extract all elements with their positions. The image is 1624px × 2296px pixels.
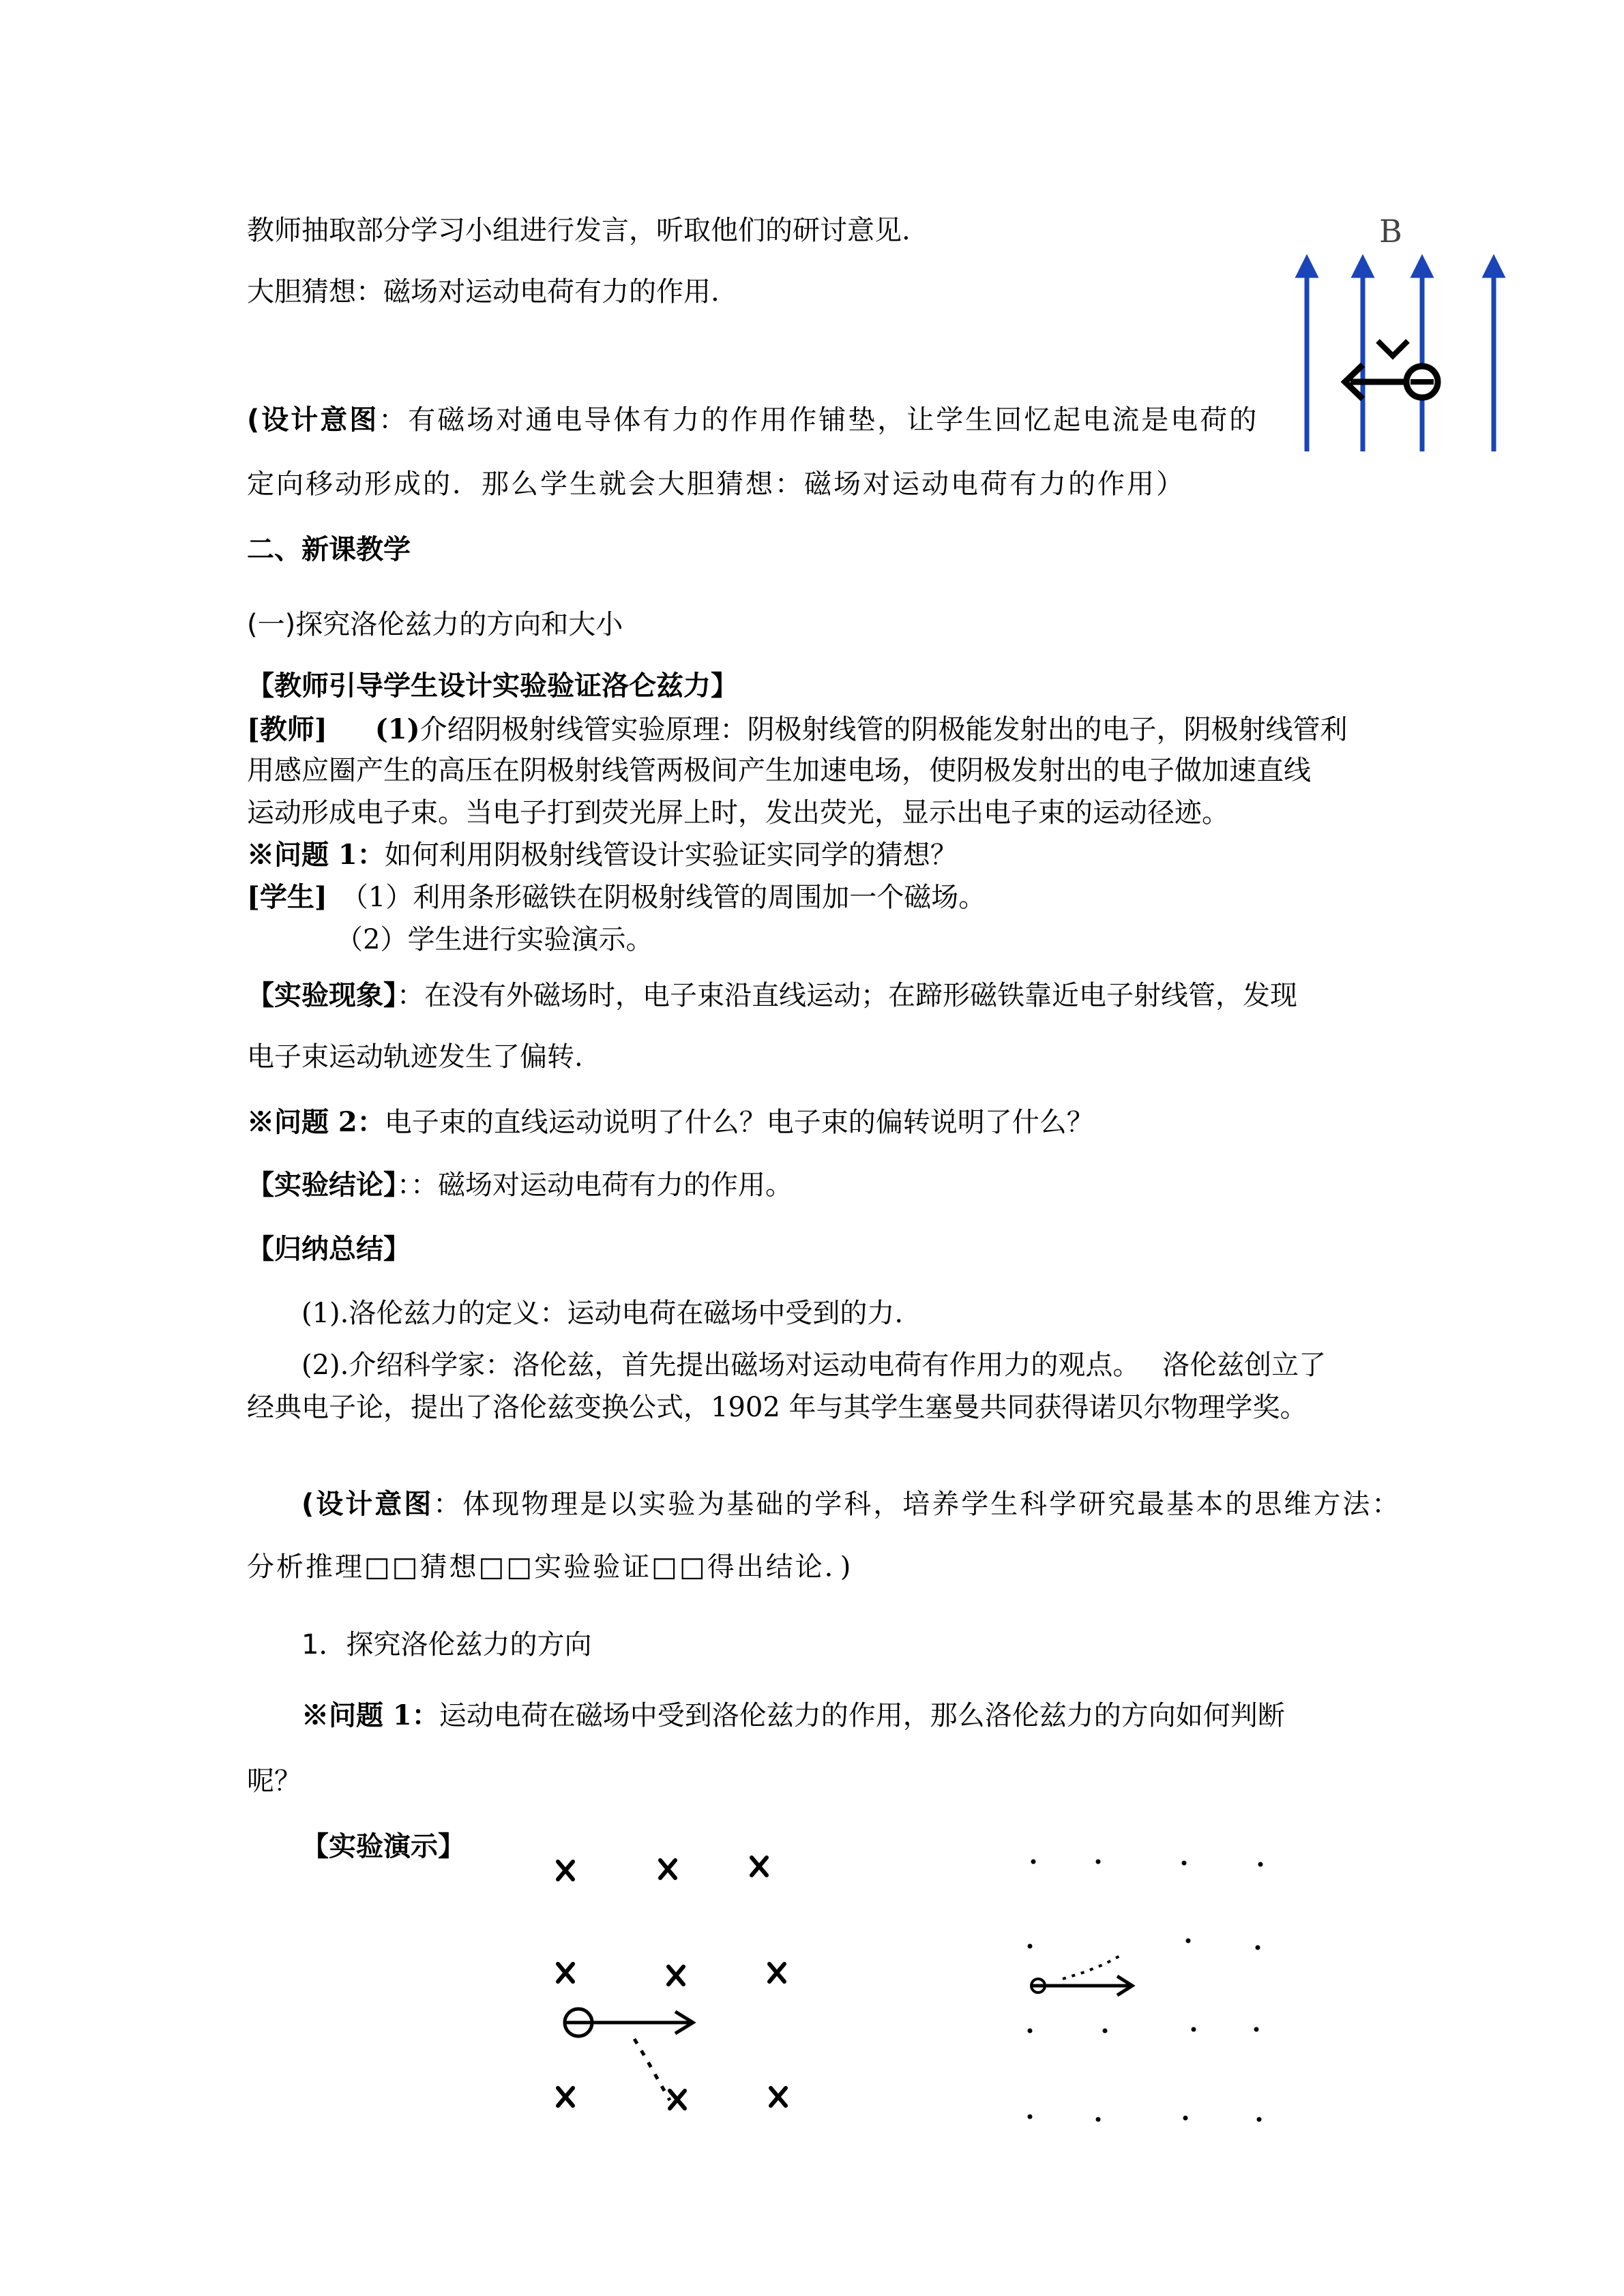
dot-mark bbox=[1031, 1860, 1036, 1864]
dot-mark bbox=[1192, 2027, 1196, 2032]
dot-mark bbox=[1182, 1861, 1187, 1866]
question-1-line bbox=[247, 841, 958, 869]
intro-line-1: 教师抽取部分学习小组进行发言，听取他们的研讨意见. bbox=[247, 215, 911, 246]
dot-mark bbox=[1256, 1945, 1260, 1950]
design-intent-label: (设计意图 bbox=[247, 404, 379, 436]
cross-mark bbox=[558, 1862, 573, 1879]
phenomenon-line-2: 电子束运动轨迹发生了偏转. bbox=[247, 1041, 583, 1073]
summary-item-2-line-1: (2).介绍科学家：洛伦兹，首先提出磁场对运动电荷有作用力的观点。 洛伦兹创立了 bbox=[301, 1350, 1327, 1381]
design-intent-2-label: (设计意图 bbox=[301, 1489, 434, 1520]
cross-mark bbox=[670, 2091, 685, 2108]
teacher-line-1 bbox=[247, 713, 1348, 745]
student-line-2: （2）学生进行实验演示。 bbox=[336, 924, 653, 955]
design-intent-1-line-2: 定向移动形成的．那么学生就会大胆猜想：磁场对运动电荷有力的作用） bbox=[247, 468, 1185, 500]
dot-mark bbox=[1096, 1860, 1101, 1864]
question-1-label: ※问题 1： bbox=[247, 839, 385, 871]
design-intent-2-text: ：体现物理是以实验为基础的学科，培养学生科学研究最基本的思维方法： bbox=[433, 1489, 1402, 1520]
phenomenon-label: 【实验现象】 bbox=[247, 980, 397, 1011]
design-intent-2-line-2: 分析推理□□猜想□□实验验证□□得出结论．) bbox=[247, 1551, 853, 1583]
design-intent-text: ：有磁场对通电导体有力的作用作铺垫，让学生回忆起电流是电荷的 bbox=[379, 404, 1259, 436]
teacher-num: (1) bbox=[374, 713, 420, 745]
cross-mark bbox=[660, 1860, 675, 1878]
student-label: [学生] bbox=[247, 881, 327, 913]
phenomenon-text-1: ：在没有外磁场时，电子束沿直线运动；在蹄形磁铁靠近电子射线管，发现 bbox=[397, 980, 1297, 1011]
teacher-text-1: 介绍阴极射线管实验原理：阴极射线管的阴极能发射出的电子，阴极射线管利 bbox=[419, 714, 1348, 745]
demo-label: 【实验演示】 bbox=[301, 1831, 465, 1862]
cross-mark bbox=[668, 1967, 683, 1984]
question-3-line-2: 呢？ bbox=[247, 1765, 301, 1797]
dot-mark bbox=[1028, 2029, 1033, 2033]
conclusion-text: ：：磁场对运动电荷有力的作用。 bbox=[397, 1169, 793, 1201]
design-intent-1-line-1 bbox=[247, 406, 1258, 434]
heading-explore: (一)探究洛伦兹力的方向和大小 bbox=[247, 609, 623, 640]
heading-direction: 1．探究洛伦兹力的方向 bbox=[301, 1629, 592, 1660]
heading-teacher-guide: 【教师引导学生设计实验验证洛仑兹力】 bbox=[247, 670, 738, 702]
summary-item-2-line-2: 经典电子论，提出了洛伦兹变换公式，1902 年与其学生塞曼共同获得诺贝尔物理学奖。 bbox=[247, 1392, 1308, 1423]
student-line-1 bbox=[247, 881, 986, 913]
teacher-line-3: 运动形成电子束。当电子打到荧光屏上时，发出荧光，显示出电子束的运动径迹。 bbox=[247, 797, 1229, 829]
cross-mark bbox=[752, 1858, 767, 1875]
conclusion-line bbox=[247, 1169, 793, 1201]
field-out-page-figure bbox=[1009, 1841, 1296, 2148]
dot-mark bbox=[1096, 2117, 1101, 2122]
summary-label: 【归纳总结】 bbox=[247, 1234, 411, 1265]
deflection-path bbox=[634, 2039, 670, 2100]
cross-mark bbox=[558, 2088, 573, 2106]
student-text-1: （1）利用条形磁铁在阴极射线管的周围加一个磁场。 bbox=[340, 882, 986, 913]
field-b-figure bbox=[1282, 205, 1528, 464]
cross-mark bbox=[558, 1964, 573, 1982]
dot-mark bbox=[1028, 2115, 1033, 2119]
question-3-text: 运动电荷在磁场中受到洛伦兹力的作用，那么洛伦兹力的方向如何判断 bbox=[439, 1700, 1285, 1731]
question-2-line bbox=[247, 1106, 1094, 1138]
conclusion-label: 【实验结论】 bbox=[247, 1169, 397, 1201]
summary-item-1: (1).洛伦兹力的定义：运动电荷在磁场中受到的力. bbox=[301, 1298, 904, 1329]
question-2-text: 电子束的直线运动说明了什么？电子束的偏转说明了什么？ bbox=[384, 1107, 1094, 1138]
dot-mark bbox=[1186, 1939, 1191, 1943]
deflection-path bbox=[1063, 1954, 1123, 1979]
question-3-line-1 bbox=[301, 1699, 1285, 1731]
question-1-text: 如何利用阴极射线管设计实验证实同学的猜想？ bbox=[384, 839, 958, 871]
v-mark bbox=[1378, 341, 1408, 356]
dot-mark bbox=[1183, 2116, 1188, 2121]
dot-mark bbox=[1257, 2117, 1262, 2122]
dot-mark bbox=[1254, 2027, 1259, 2032]
design-intent-2-line-1 bbox=[301, 1491, 1401, 1518]
question-2-label: ※问题 2： bbox=[247, 1106, 385, 1138]
dot-mark bbox=[1258, 1862, 1263, 1867]
intro-line-2: 大胆猜想：磁场对运动电荷有力的作用. bbox=[247, 276, 720, 308]
question-3-label: ※问题 1： bbox=[301, 1699, 439, 1731]
dot-mark bbox=[1103, 2029, 1108, 2033]
dot-mark bbox=[1028, 1944, 1033, 1949]
teacher-line-2: 用感应圈产生的高压在阴极射线管两极间产生加速电场，使阴极发射出的电子做加速直线 bbox=[247, 755, 1311, 786]
b-label: B bbox=[1379, 213, 1402, 250]
heading-new-lesson: 二、新课教学 bbox=[247, 534, 411, 565]
cross-mark bbox=[771, 2088, 786, 2106]
teacher-label: [教师] bbox=[247, 713, 327, 745]
field-into-page-figure bbox=[539, 1841, 825, 2148]
cross-mark bbox=[769, 1964, 784, 1982]
phenomenon-line-1 bbox=[247, 982, 1297, 1009]
